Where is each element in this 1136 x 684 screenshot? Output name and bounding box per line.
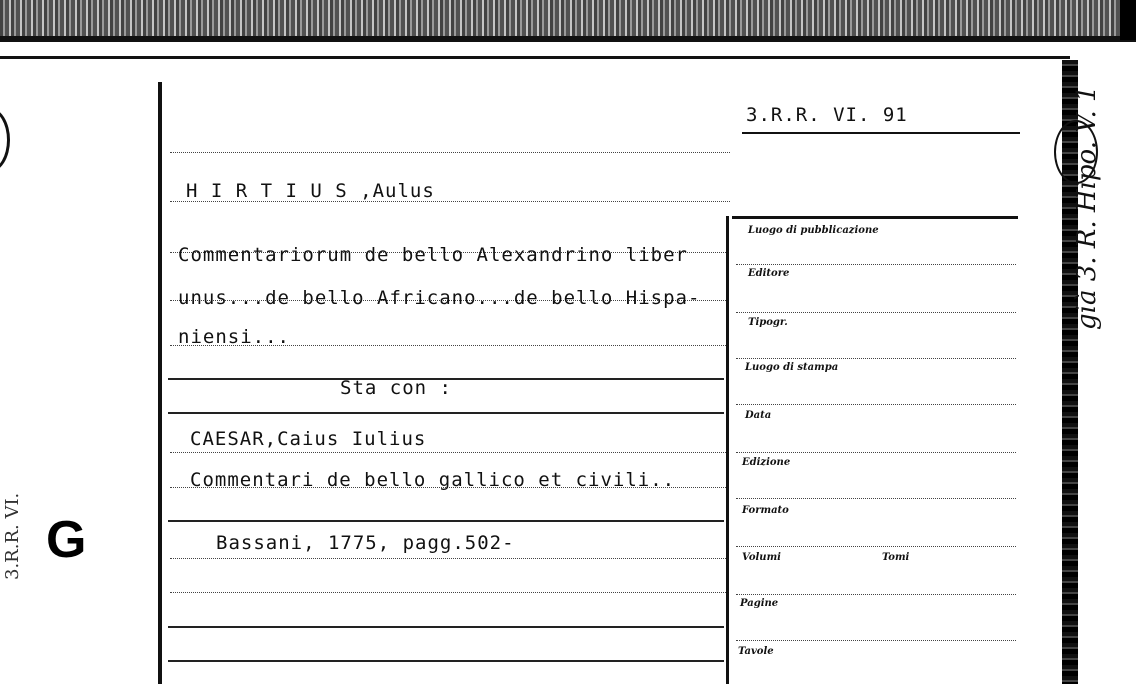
related-title: Commentari de bello gallico et civili..	[190, 469, 676, 491]
bound-with-label: Sta con :	[340, 377, 452, 399]
form-line	[736, 594, 1016, 595]
form-box-left-rule	[726, 216, 729, 684]
form-line	[736, 498, 1016, 499]
label-volumes: Volumi	[742, 552, 781, 563]
ruled-line	[170, 152, 730, 153]
form-line	[736, 546, 1016, 547]
label-format: Formato	[742, 505, 789, 516]
related-author: CAESAR,Caius Iulius	[190, 428, 427, 450]
label-pages: Pagine	[740, 598, 779, 609]
label-publisher: Editore	[748, 268, 790, 279]
shelfmark-underline	[742, 132, 1020, 134]
title-line-3: niensi...	[178, 326, 290, 348]
label-place: Luogo di pubblicazione	[748, 225, 879, 236]
section-letter: G	[46, 511, 87, 569]
form-line	[736, 312, 1016, 313]
handwritten-note-left: 3.R.R. VI.	[2, 492, 23, 580]
form-line	[736, 264, 1016, 265]
ruled-line	[168, 412, 724, 414]
label-date: Data	[745, 410, 772, 421]
form-line	[736, 404, 1016, 405]
ruled-line	[168, 660, 724, 662]
ruled-line	[168, 626, 724, 628]
label-print-place: Luogo di stampa	[745, 362, 839, 373]
label-edition: Edizione	[742, 457, 791, 468]
form-line	[736, 358, 1016, 359]
punch-hole	[0, 108, 10, 172]
handwritten-note-right: già 3. R. Hipo. V. 1	[1072, 85, 1102, 330]
scan-border-edge	[0, 36, 1136, 42]
ruled-line	[170, 452, 726, 453]
form-box-top-rule	[732, 216, 1018, 219]
imprint: Bassani, 1775, pagg.502-	[216, 532, 515, 554]
scan-corner	[1120, 0, 1136, 40]
author-heading: H I R T I U S ,Aulus	[186, 180, 435, 202]
card-margin-rule	[158, 82, 162, 684]
shelfmark: 3.R.R. VI. 91	[746, 104, 908, 126]
title-line-2: unus...de bello Africano...de bello Hispa-	[178, 287, 701, 309]
label-plates: Tavole	[738, 646, 774, 657]
title-line-1: Commentariorum de bello Alexandrino liber	[178, 244, 688, 266]
ruled-line	[170, 558, 726, 559]
ruled-line	[170, 592, 726, 593]
ruled-line	[168, 520, 724, 522]
label-tomes: Tomi	[882, 552, 910, 563]
label-printer: Tipogr.	[748, 317, 788, 328]
form-line	[736, 640, 1016, 641]
scan-border-top	[0, 0, 1136, 40]
form-line	[736, 452, 1016, 453]
card-top-edge	[0, 56, 1070, 59]
